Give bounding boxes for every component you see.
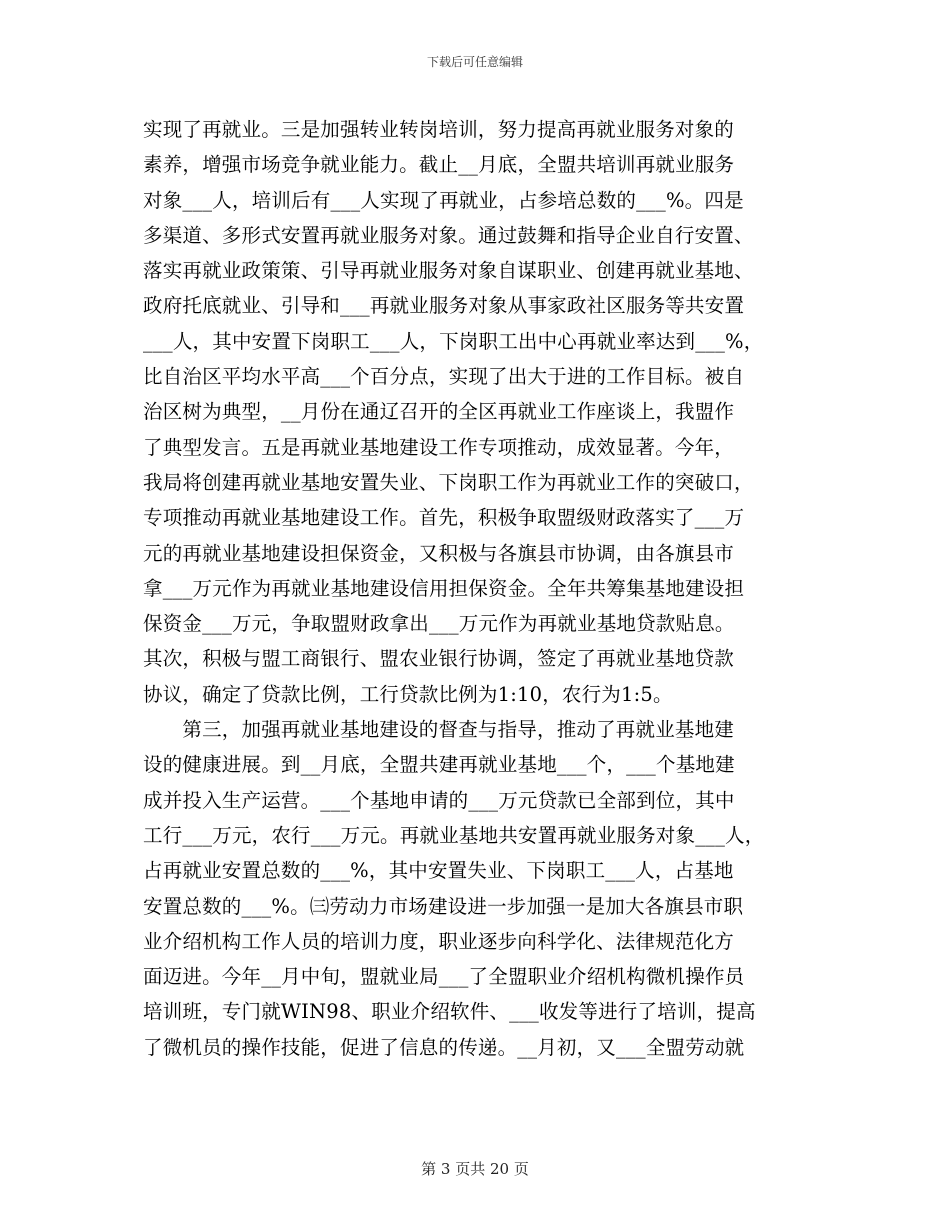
text-line: 对象___人，培训后有___人实现了再就业，占参培总数的___%。四是 [143,188,744,212]
text-line: 设的健康进展。到__月底，全盟共建再就业基地___个，___个基地建 [143,753,735,777]
text-line: 元的再就业基地建设担保资金，又积极与各旗县市协调，由各旗县市 [143,541,735,565]
text-line: 落实再就业政策策、引导再就业服务对象自谋职业、创建再就业基地、 [143,259,754,283]
document-body [143,112,813,1065]
text-line: 实现了再就业。三是加强转业转岗培训，努力提高再就业服务对象的 [143,118,735,141]
text-line: 拿___万元作为再就业基地建设信用担保资金。全年共筹集基地建设担 [143,576,745,600]
text-line: 成并投入生产运营。___个基地申请的___万元贷款已全部到位，其中 [143,788,735,812]
page-number: 第 3 页共 20 页 [421,1160,529,1178]
text-line: 多渠道、多形式安置再就业服务对象。通过鼓舞和指导企业自行安置、 [143,223,754,247]
text-line: 比自治区平均水平高___个百分点，实现了出大于进的工作目标。被自 [143,365,745,389]
text-line: 工行___万元，农行___万元。再就业基地共安置再就业服务对象___人， [143,823,765,847]
text-line: ___人，其中安置下岗职工___人，下岗职工出中心再就业率达到___%， [143,329,764,353]
text-line: 了微机员的操作技能，促进了信息的传递。__月初，又___全盟劳动就 [143,1035,745,1059]
text-line: 政府托底就业、引导和___再就业服务对象从事家政社区服务等共安置 [143,294,745,318]
text-line: 保资金___万元，争取盟财政拿出___万元作为再就业基地贷款贴息。 [143,612,735,636]
text-line: 占再就业安置总数的___%，其中安置失业、下岗职工___人，占基地 [143,859,734,883]
text-line: 第三，加强再就业基地建设的督查与指导，推动了再就业基地建 [143,718,735,742]
text-line: 专项推动再就业基地建设工作。首先，积极争取盟级财政落实了___万 [143,506,745,530]
text-line: 业介绍机构工作人员的培训力度，职业逐步向科学化、法律规范化方 [143,929,735,953]
text-line: 培训班，专门就WIN98、职业介绍软件、___收发等进行了培训，提高 [143,1000,756,1024]
text-line: 安置总数的___%。㈢劳动力市场建设进一步加强一是加大各旗县市职 [143,894,744,918]
text-line: 其次，积极与盟工商银行、盟农业银行协调，签定了再就业基地贷款 [143,647,735,671]
header-note: 下载后可任意编辑 [426,55,523,69]
text-line: 协议，确定了贷款比例，工行贷款比例为1:10，农行为1:5。 [143,682,673,706]
text-line: 了典型发言。五是再就业基地建设工作专项推动，成效显著。今年， [143,435,735,459]
text-line: 面迈进。今年__月中旬，盟就业局___了全盟职业介绍机构微机操作员 [143,965,745,989]
text-line: 我局将创建再就业基地安置失业、下岗职工作为再就业工作的突破口， [143,470,754,494]
text-line: 素养，增强市场竞争就业能力。截止__月底，全盟共培训再就业服务 [143,153,735,177]
text-line: 治区树为典型，__月份在通辽召开的全区再就业工作座谈上，我盟作 [143,400,735,424]
